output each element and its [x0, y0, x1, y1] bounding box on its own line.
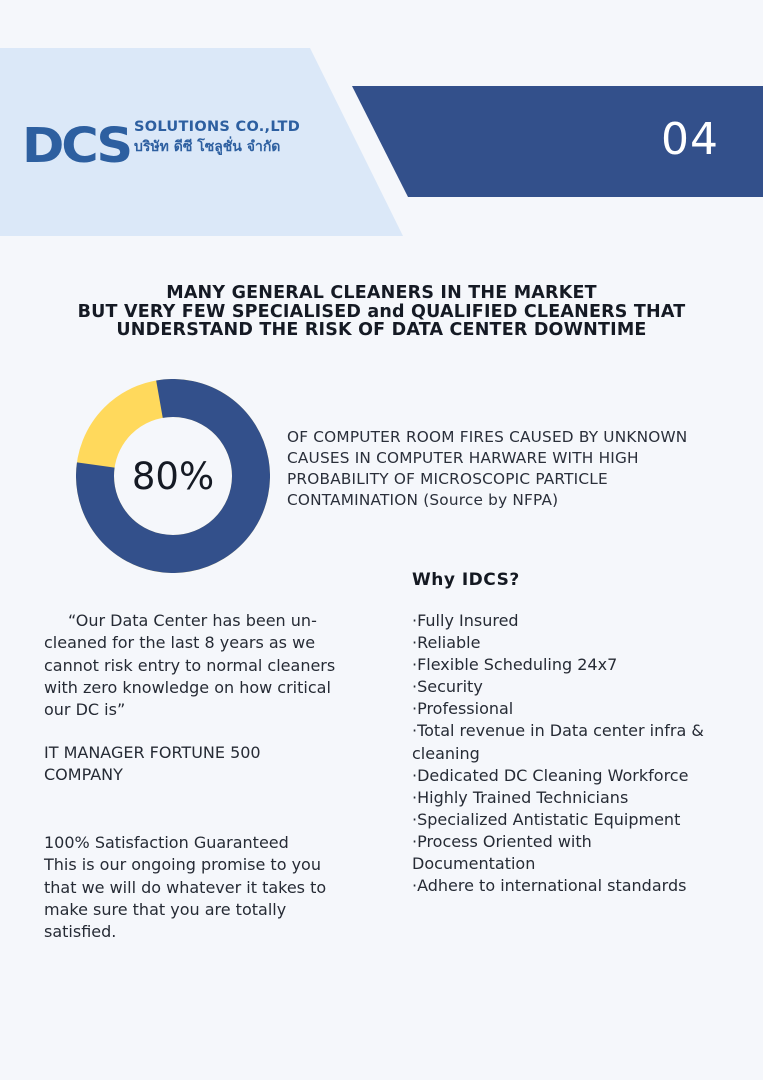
headline-line-1: MANY GENERAL CLEANERS IN THE MARKET — [166, 283, 597, 303]
why-list-item: ·Reliable — [412, 633, 481, 653]
headline — [0, 284, 763, 340]
why-title: Why IDCS? — [412, 570, 520, 590]
statistic-description: OF COMPUTER ROOM FIRES CAUSED BY UNKNOWN CAUSES IN COMPUTER HARWARE WITH HIGH PROBABILITY OF MICROSCOPIC PARTICLE CONTAMINATION (Source by NFPA) — [287, 428, 688, 509]
logo-company-name-thai: บริษัท ดีซี โซลูชั่น จำกัด — [134, 139, 281, 155]
why-list — [412, 610, 712, 897]
guarantee-text: This is our ongoing promise to you that we will do whatever it takes to make sure that you are totally satisfied. — [44, 855, 327, 942]
headline-line-2: BUT VERY FEW SPECIALISED and QUALIFIED CLEANERS THAT — [77, 301, 686, 322]
why-list-item: ·Highly Trained Technicians — [412, 787, 629, 807]
why-list-item: ·Professional — [412, 699, 514, 719]
guarantee-block — [44, 832, 344, 943]
why-list-item: ·Dedicated DC Cleaning Workforce — [412, 765, 689, 785]
logo-company-name: SOLUTIONS CO.,LTD — [134, 119, 301, 135]
why-list-item: ·Total revenue in Data center infra & cleaning — [412, 721, 704, 763]
donut-percent-label: 80% — [131, 455, 215, 498]
company-logo — [22, 118, 300, 164]
why-list-item: ·Flexible Scheduling 24x7 — [412, 655, 618, 675]
dcs-logo-letters: DCS — [22, 118, 131, 164]
testimonial-author: IT MANAGER FORTUNE 500 COMPANY — [44, 743, 261, 785]
why-list-item: ·Security — [412, 677, 483, 697]
why-list-item: ·Process Oriented with Documentation — [412, 831, 592, 874]
why-list-item: ·Fully Insured — [412, 611, 519, 630]
page-number: 04 — [661, 114, 719, 165]
testimonial-quote: “Our Data Center has been un-cleaned for the last 8 years as we cannot risk entry to normal cleaners with zero knowledge on how critical our DC is” — [44, 611, 336, 720]
why-list-item: ·Adhere to international standards — [412, 876, 687, 896]
why-list-item: ·Specialized Antistatic Equipment — [412, 809, 681, 829]
dcs-logo-mark — [22, 118, 132, 164]
percentage-donut-chart — [76, 379, 270, 573]
headline-line-3: UNDERSTAND THE RISK OF DATA CENTER DOWNTIME — [116, 320, 647, 340]
guarantee-title: 100% Satisfaction Guaranteed — [44, 833, 289, 852]
